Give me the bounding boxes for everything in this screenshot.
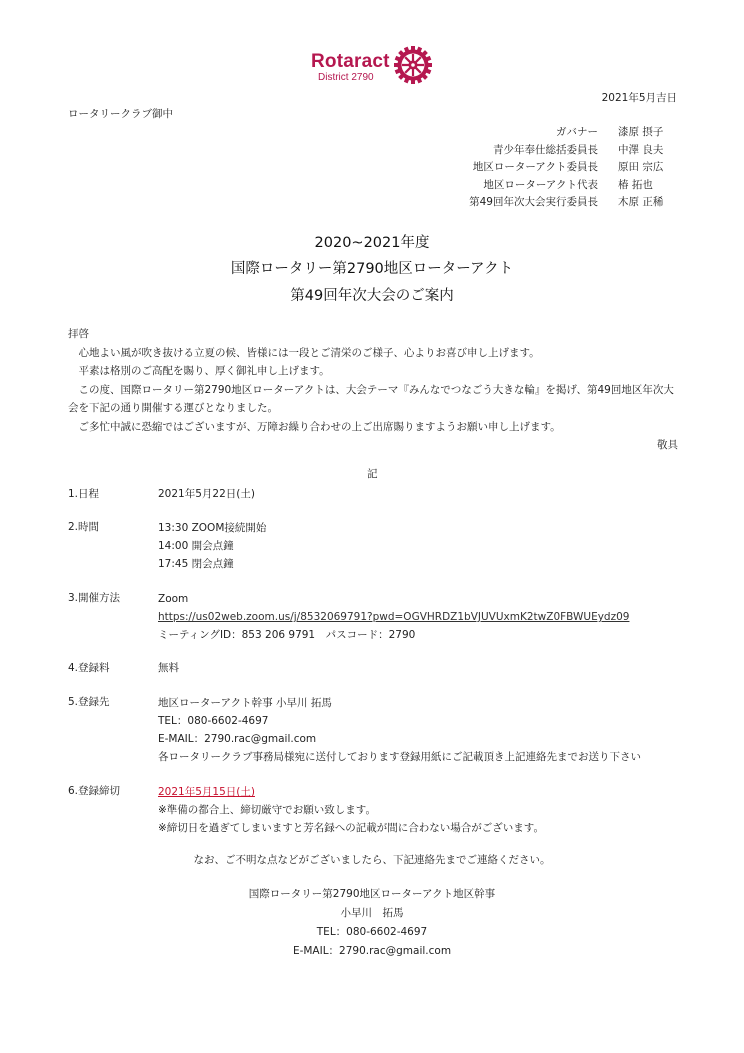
logo-district: District 2790	[318, 72, 374, 83]
contact-line: 各ロータリークラブ事務局様宛に送付しております登録用紙にご記載頂き上記連絡先までお送り下さい	[158, 751, 641, 763]
signer-name: 中澤 良夫	[618, 143, 664, 156]
signer-name: 木原 正稀	[618, 196, 664, 208]
signer-row	[469, 124, 677, 142]
footer-org: 国際ロータリー第2790地区ローターアクト地区幹事	[248, 888, 496, 900]
meeting-info: ミーティングID：853 206 9791 パスコード：2790	[158, 629, 416, 641]
signer-role: 地区ローターアクト代表	[483, 178, 598, 191]
method-platform: Zoom	[158, 593, 189, 605]
signer-row	[469, 177, 677, 195]
signer-name: 原田 宗広	[618, 161, 664, 173]
greeting-paragraph: 心地よい風が吹き抜ける立夏の候、皆様には一段とご清栄のご様子、心よりお喜び申し上げます。	[78, 346, 540, 359]
schedule-label: 1.日程	[68, 488, 100, 500]
contact-values	[158, 694, 641, 766]
fee-label: 4.登録料	[68, 662, 110, 674]
footer-name: 小早川 拓馬	[340, 907, 404, 919]
deadline-note: ※準備の都合上、締切厳守でお願い致します。	[158, 804, 376, 816]
footer-tel: TEL：080-6602-4697	[316, 926, 428, 938]
ki-heading: 記	[367, 468, 378, 480]
logo-name: Rotaract	[311, 51, 390, 72]
addressee: ロータリークラブ御中	[68, 108, 173, 120]
signer-name: 椿 拓也	[618, 178, 653, 191]
signer-role: 青少年奉仕総括委員長	[493, 143, 598, 156]
footer-contact	[0, 885, 744, 961]
rotary-wheel-icon	[393, 45, 433, 85]
inquiry-note: なお、ご不明な点などがございましたら、下記連絡先までご連絡ください。	[193, 854, 551, 866]
rotaract-logo	[311, 52, 390, 83]
time-line: 14:00 開会点鐘	[158, 540, 234, 552]
zoom-link[interactable]: https://us02web.zoom.us/j/8532069791?pwd=OGVHRDZ1bVJUVUxmK2twZ0FBWUEydz09	[158, 611, 630, 623]
greeting-paragraph: 平素は格別のご高配を賜り、厚く御礼申し上げます。	[78, 365, 330, 377]
signer-row	[469, 194, 677, 212]
greeting-closing: 敬具	[657, 439, 678, 451]
greeting-opening: 拝啓	[68, 328, 89, 340]
greeting-paragraph: ご多忙中誠に恐縮ではございますが、万障お繰り合わせの上ご出席賜りますようお願い申し上げます。	[78, 420, 561, 433]
deadline-label: 6.登録締切	[68, 785, 121, 797]
time-line: 17:45 閉会点鐘	[158, 558, 234, 570]
greeting-body	[68, 325, 678, 455]
signer-name: 漆原 摂子	[618, 126, 664, 138]
deadline-date: 2021年5月15日(土)	[158, 786, 255, 798]
fee-value: 無料	[158, 662, 179, 674]
signer-row	[469, 159, 677, 177]
contact-line: 地区ローターアクト幹事 小早川 拓馬	[158, 697, 332, 709]
contact-line: E-MAIL：2790.rac@gmail.com	[158, 733, 317, 745]
contact-label: 5.登録先	[68, 696, 110, 708]
contact-line: TEL：080-6602-4697	[158, 715, 269, 727]
time-values	[158, 519, 266, 573]
signer-row	[469, 142, 677, 160]
signer-list	[469, 124, 677, 212]
greeting-paragraph: この度、国際ロータリー第2790地区ローターアクトは、大会テーマ『みんなでつなごう大きな輪』を掲げ、第49回地区年次大会を下記の通り開催する運びとなりました。	[68, 383, 674, 414]
footer-email: E-MAIL：2790.rac@gmail.com	[292, 945, 452, 957]
schedule-value: 2021年5月22日(土)	[158, 488, 255, 500]
signer-role: 第49回年次大会実行委員長	[469, 196, 598, 208]
signer-role: 地区ローターアクト委員長	[472, 161, 598, 173]
time-line: 13:30 ZOOM接続開始	[158, 522, 267, 534]
title-organization: 国際ロータリー第2790地区ローターアクト	[230, 261, 514, 277]
signer-role: ガバナー	[556, 126, 598, 138]
issue-date: 2021年5月吉日	[601, 92, 677, 104]
method-label: 3.開催方法	[68, 592, 121, 604]
page-title: 第49回年次大会のご案内	[290, 288, 454, 304]
deadline-note: ※締切日を過ぎてしまいますと芳名録への記載が間に合わない場合がございます。	[158, 822, 544, 834]
deadline-values	[158, 783, 544, 837]
method-values	[158, 590, 629, 644]
title-year: 2020~2021年度	[314, 235, 430, 251]
time-label: 2.時間	[68, 521, 100, 533]
